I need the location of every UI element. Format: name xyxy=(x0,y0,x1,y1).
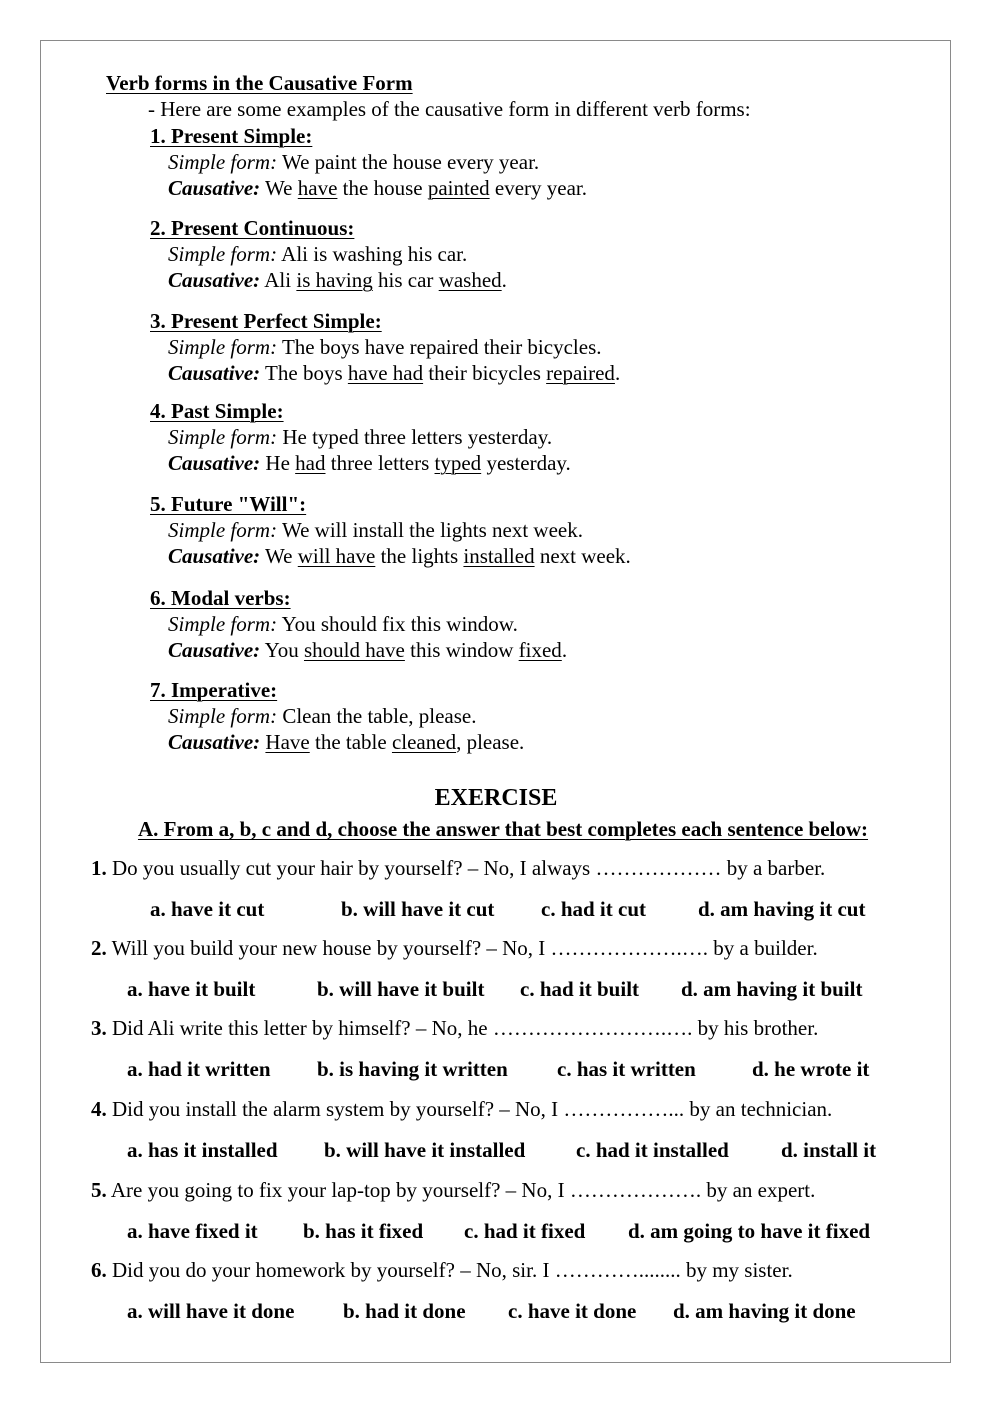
simple-form-sentence: We paint the house every year. xyxy=(281,150,540,174)
causative-auxiliary: is having xyxy=(296,268,373,292)
simple-form-label: Simple form: xyxy=(168,518,278,542)
causative-participle: washed xyxy=(438,268,502,292)
causative-text: every year. xyxy=(489,176,588,200)
answer-option[interactable]: d. am having it cut xyxy=(698,897,866,921)
answer-option[interactable]: a. has it installed xyxy=(127,1138,278,1162)
section-title: 5. Future "Will": xyxy=(150,492,307,516)
exercise-instruction: A. From a, b, c and d, choose the answer that best completes each sentence below: xyxy=(137,817,869,841)
answer-option[interactable]: b. has it fixed xyxy=(303,1219,424,1243)
causative-line xyxy=(168,176,587,200)
causative-label: Causative: xyxy=(168,730,261,754)
simple-form-sentence: We will install the lights next week. xyxy=(281,518,583,542)
question-number: 3. xyxy=(91,1016,107,1040)
answer-option[interactable]: c. had it fixed xyxy=(464,1219,586,1243)
answer-option[interactable]: b. will have it installed xyxy=(324,1138,526,1162)
causative-text: , please. xyxy=(456,730,525,754)
causative-auxiliary: had xyxy=(295,451,326,475)
question-text: Did you do your homework by yourself? – No, sir. I …………........ by my sister. xyxy=(112,1258,793,1282)
simple-form-line xyxy=(168,242,467,266)
answer-option[interactable]: a. have fixed it xyxy=(127,1219,258,1243)
answer-option[interactable]: a. have it cut xyxy=(150,897,265,921)
simple-form-line xyxy=(168,518,583,542)
answer-option[interactable]: c. had it installed xyxy=(576,1138,729,1162)
causative-label: Causative: xyxy=(168,451,261,475)
causative-line xyxy=(168,638,567,662)
causative-text: this window xyxy=(404,638,519,662)
causative-text: . xyxy=(561,638,568,662)
causative-line xyxy=(168,268,507,292)
causative-text: . xyxy=(501,268,507,292)
intro-text: - Here are some examples of the causative form in different verb forms: xyxy=(148,97,751,121)
simple-form-label: Simple form: xyxy=(168,425,278,449)
question-item xyxy=(91,936,818,960)
page-heading: Verb forms in the Causative Form xyxy=(106,71,413,95)
question-item xyxy=(91,1097,832,1121)
causative-text: Ali xyxy=(264,268,297,292)
simple-form-sentence: You should fix this window. xyxy=(281,612,518,636)
causative-text: We xyxy=(265,176,298,200)
simple-form-label: Simple form: xyxy=(168,150,278,174)
answer-option[interactable]: c. had it cut xyxy=(541,897,646,921)
causative-line xyxy=(168,361,620,385)
answer-option[interactable]: d. am having it done xyxy=(673,1299,856,1323)
question-text: Are you going to fix your lap-top by yourself? – No, I ………………. by an expert. xyxy=(110,1178,816,1202)
question-text: Will you build your new house by yourself? – No, I ……………….…. by a builder. xyxy=(111,936,818,960)
causative-auxiliary: should have xyxy=(303,638,405,662)
answer-option[interactable]: d. he wrote it xyxy=(752,1057,870,1081)
causative-participle: installed xyxy=(463,544,535,568)
causative-line xyxy=(168,544,631,568)
causative-text: The boys xyxy=(265,361,348,385)
answer-option[interactable]: b. will have it cut xyxy=(341,897,495,921)
answer-option[interactable]: d. install it xyxy=(781,1138,877,1162)
causative-line xyxy=(168,451,571,475)
question-text: Do you usually cut your hair by yourself? – No, I always ……………… by a barber. xyxy=(112,856,826,880)
causative-text: next week. xyxy=(534,544,631,568)
question-text: Did Ali write this letter by himself? – No, he …………………….…. by his brother. xyxy=(112,1016,819,1040)
causative-text: his car xyxy=(372,268,439,292)
causative-text: their bicycles xyxy=(423,361,547,385)
causative-text: . xyxy=(614,361,621,385)
causative-label: Causative: xyxy=(168,176,261,200)
answer-option[interactable]: b. had it done xyxy=(343,1299,466,1323)
simple-form-label: Simple form: xyxy=(168,612,278,636)
question-number: 2. xyxy=(91,936,107,960)
section-title: 1. Present Simple: xyxy=(150,124,313,148)
section-title: 6. Modal verbs: xyxy=(150,586,291,610)
causative-text: the table xyxy=(309,730,392,754)
simple-form-label: Simple form: xyxy=(168,242,278,266)
causative-auxiliary: have had xyxy=(347,361,424,385)
causative-participle: painted xyxy=(427,176,490,200)
question-number: 6. xyxy=(91,1258,107,1282)
simple-form-label: Simple form: xyxy=(168,335,278,359)
causative-text: three letters xyxy=(325,451,435,475)
causative-label: Causative: xyxy=(168,544,261,568)
simple-form-line xyxy=(168,425,552,449)
causative-line xyxy=(168,730,524,754)
question-item xyxy=(91,1258,793,1282)
question-item xyxy=(91,1178,815,1202)
causative-participle: repaired xyxy=(546,361,615,385)
causative-text: the lights xyxy=(375,544,464,568)
answer-option[interactable]: b. will have it built xyxy=(317,977,485,1001)
answer-option[interactable]: c. has it written xyxy=(557,1057,696,1081)
simple-form-sentence: Clean the table, please. xyxy=(282,704,477,728)
answer-option[interactable]: d. am having it built xyxy=(681,977,863,1001)
causative-auxiliary: Have xyxy=(265,730,310,754)
causative-participle: fixed xyxy=(518,638,562,662)
causative-participle: typed xyxy=(434,451,482,475)
causative-text: yesterday. xyxy=(481,451,571,475)
section-title: 3. Present Perfect Simple: xyxy=(150,309,382,333)
question-item xyxy=(91,856,825,880)
causative-auxiliary: will have xyxy=(297,544,376,568)
question-item xyxy=(91,1016,818,1040)
simple-form-sentence: The boys have repaired their bicycles. xyxy=(281,335,602,359)
simple-form-line xyxy=(168,612,518,636)
answer-option[interactable]: d. am going to have it fixed xyxy=(628,1219,871,1243)
simple-form-sentence: He typed three letters yesterday. xyxy=(282,425,553,449)
question-number: 1. xyxy=(91,856,107,880)
answer-option[interactable]: a. had it written xyxy=(127,1057,271,1081)
simple-form-label: Simple form: xyxy=(168,704,278,728)
causative-text: the house xyxy=(337,176,428,200)
exercise-title: EXERCISE xyxy=(434,785,558,811)
causative-label: Causative: xyxy=(168,361,261,385)
section-title: 4. Past Simple: xyxy=(150,399,284,423)
simple-form-line xyxy=(168,150,539,174)
causative-text: He xyxy=(265,451,296,475)
section-title: 2. Present Continuous: xyxy=(150,216,355,240)
causative-auxiliary: have xyxy=(297,176,338,200)
causative-label: Causative: xyxy=(168,638,261,662)
simple-form-line xyxy=(168,335,602,359)
section-title: 7. Imperative: xyxy=(150,678,278,702)
causative-text: We xyxy=(265,544,298,568)
causative-text: You xyxy=(264,638,304,662)
causative-participle: cleaned xyxy=(391,730,457,754)
question-text: Did you install the alarm system by yourself? – No, I ……………... by an technician. xyxy=(112,1097,833,1121)
answer-option[interactable]: c. have it done xyxy=(508,1299,637,1323)
simple-form-sentence: Ali is washing his car. xyxy=(281,242,468,266)
question-number: 5. xyxy=(91,1178,107,1202)
answer-option[interactable]: b. is having it written xyxy=(317,1057,508,1081)
answer-option[interactable]: a. have it built xyxy=(127,977,256,1001)
answer-option[interactable]: c. had it built xyxy=(520,977,640,1001)
question-number: 4. xyxy=(91,1097,107,1121)
answer-option[interactable]: a. will have it done xyxy=(127,1299,295,1323)
simple-form-line xyxy=(168,704,477,728)
causative-label: Causative: xyxy=(168,268,261,292)
